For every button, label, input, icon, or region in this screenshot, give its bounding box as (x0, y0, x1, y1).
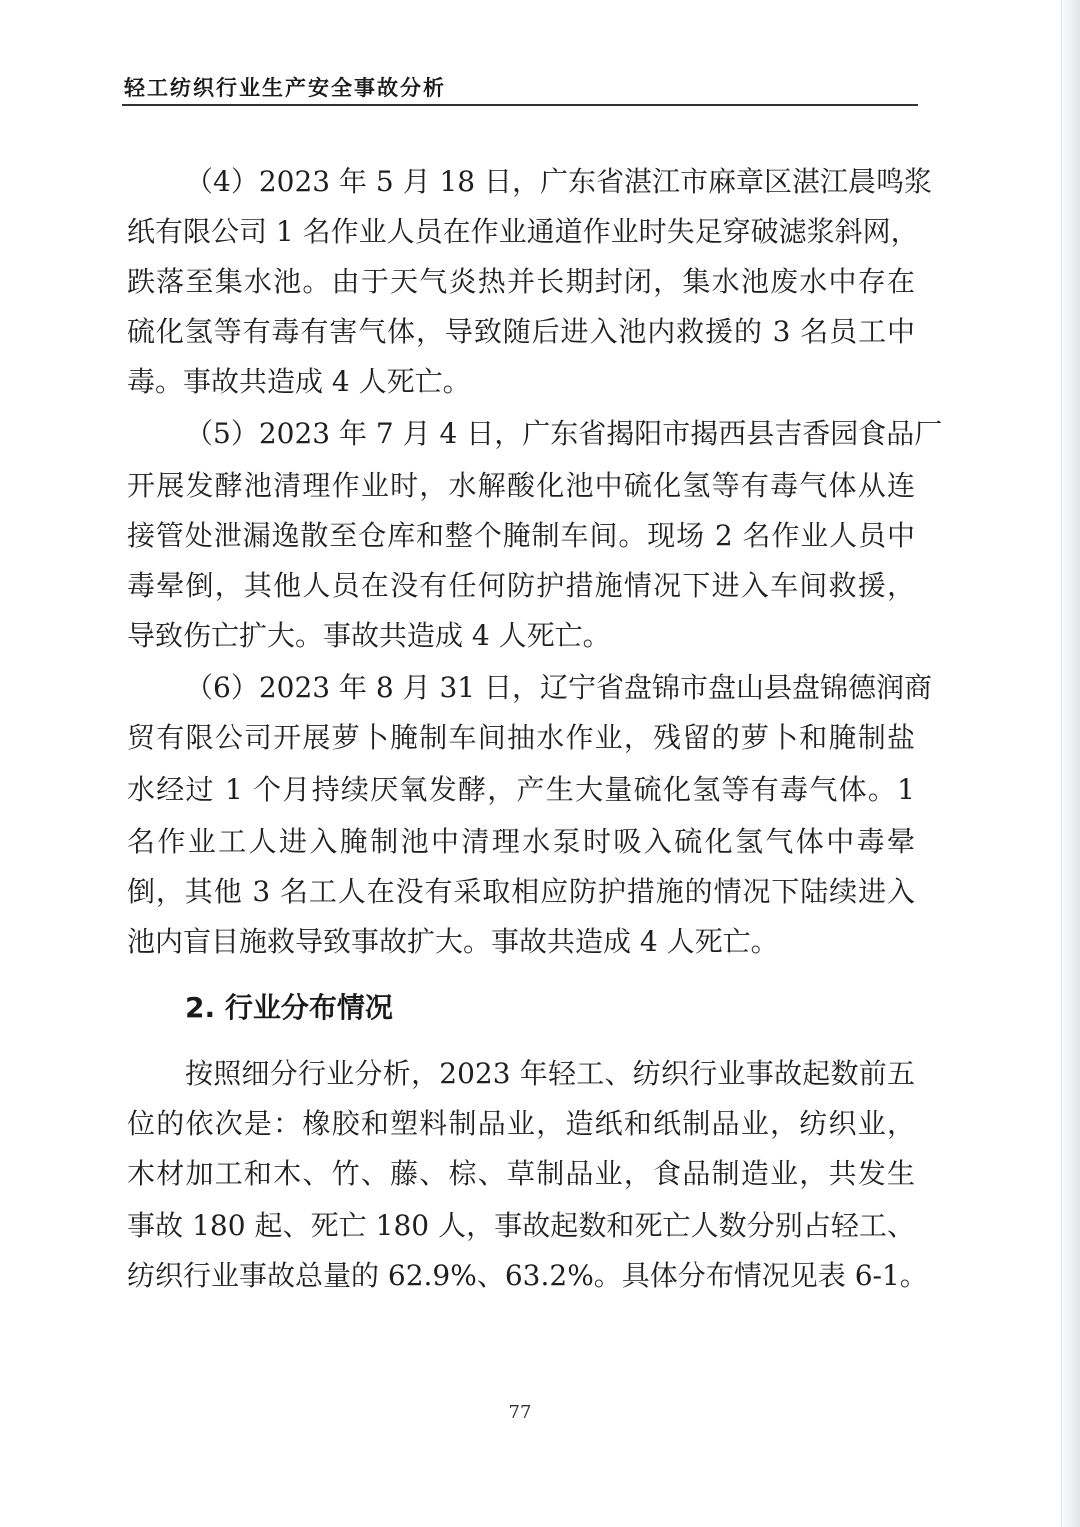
header-divider (122, 104, 918, 106)
case4-line-1: （4）2023 年 5 月 18 日，广东省湛江市麻章区湛江晨鸣浆 (185, 165, 933, 198)
case5-line-3: 接管处泄漏逸散至仓库和整个腌制车间。现场 2 名作业人员中 (127, 519, 915, 552)
case6-line-6: 池内盲目施救导致事故扩大。事故共造成 4 人死亡。 (127, 925, 779, 958)
case6-line-2: 贸有限公司开展萝卜腌制车间抽水作业，残留的萝卜和腌制盐 (127, 721, 915, 754)
case4-line-3: 跌落至集水池。由于天气炎热并长期封闭，集水池废水中存在 (127, 265, 915, 298)
case4-line-5: 毒。事故共造成 4 人死亡。 (127, 365, 471, 398)
section2-line-3: 木材加工和木、竹、藤、棕、草制品业，食品制造业，共发生 (127, 1157, 915, 1190)
case5-line-4: 毒晕倒，其他人员在没有任何防护措施情况下进入车间救援， (127, 569, 915, 602)
section2-line-2: 位的依次是：橡胶和塑料制品业，造纸和纸制品业，纺织业， (127, 1107, 915, 1140)
case6-line-5: 倒，其他 3 名工人在没有采取相应防护措施的情况下陆续进入 (127, 875, 915, 908)
case4-line-2: 纸有限公司 1 名作业人员在作业通道作业时失足穿破滤浆斜网， (127, 215, 919, 248)
page-number: 77 (508, 1402, 532, 1423)
case6-line-1: （6）2023 年 8 月 31 日，辽宁省盘锦市盘山县盘锦德润商 (185, 671, 933, 704)
section-heading: 2. 行业分布情况 (185, 991, 393, 1024)
section2-line-1: 按照细分行业分析，2023 年轻工、纺织行业事故起数前五 (185, 1057, 915, 1090)
running-header-title: 轻工纺织行业生产安全事故分析 (124, 75, 446, 100)
section2-line-5: 纺织行业事故总量的 62.9%、63.2%。具体分布情况见表 6-1。 (127, 1259, 928, 1292)
case5-line-1: （5）2023 年 7 月 4 日，广东省揭阳市揭西县吉香园食品厂 (185, 417, 943, 450)
case4-line-4: 硫化氢等有毒有害气体，导致随后进入池内救援的 3 名员工中 (127, 315, 915, 348)
case5-line-5: 导致伤亡扩大。事故共造成 4 人死亡。 (127, 619, 611, 652)
scan-edge-line (1061, 0, 1062, 1527)
case6-line-4: 名作业工人进入腌制池中清理水泵时吸入硫化氢气体中毒晕 (127, 825, 915, 858)
case6-line-3: 水经过 1 个月持续厌氧发酵，产生大量硫化氢等有毒气体。1 (127, 773, 915, 806)
section2-line-4: 事故 180 起、死亡 180 人，事故起数和死亡人数分别占轻工、 (127, 1209, 915, 1242)
case5-line-2: 开展发酵池清理作业时，水解酸化池中硫化氢等有毒气体从连 (127, 469, 915, 502)
